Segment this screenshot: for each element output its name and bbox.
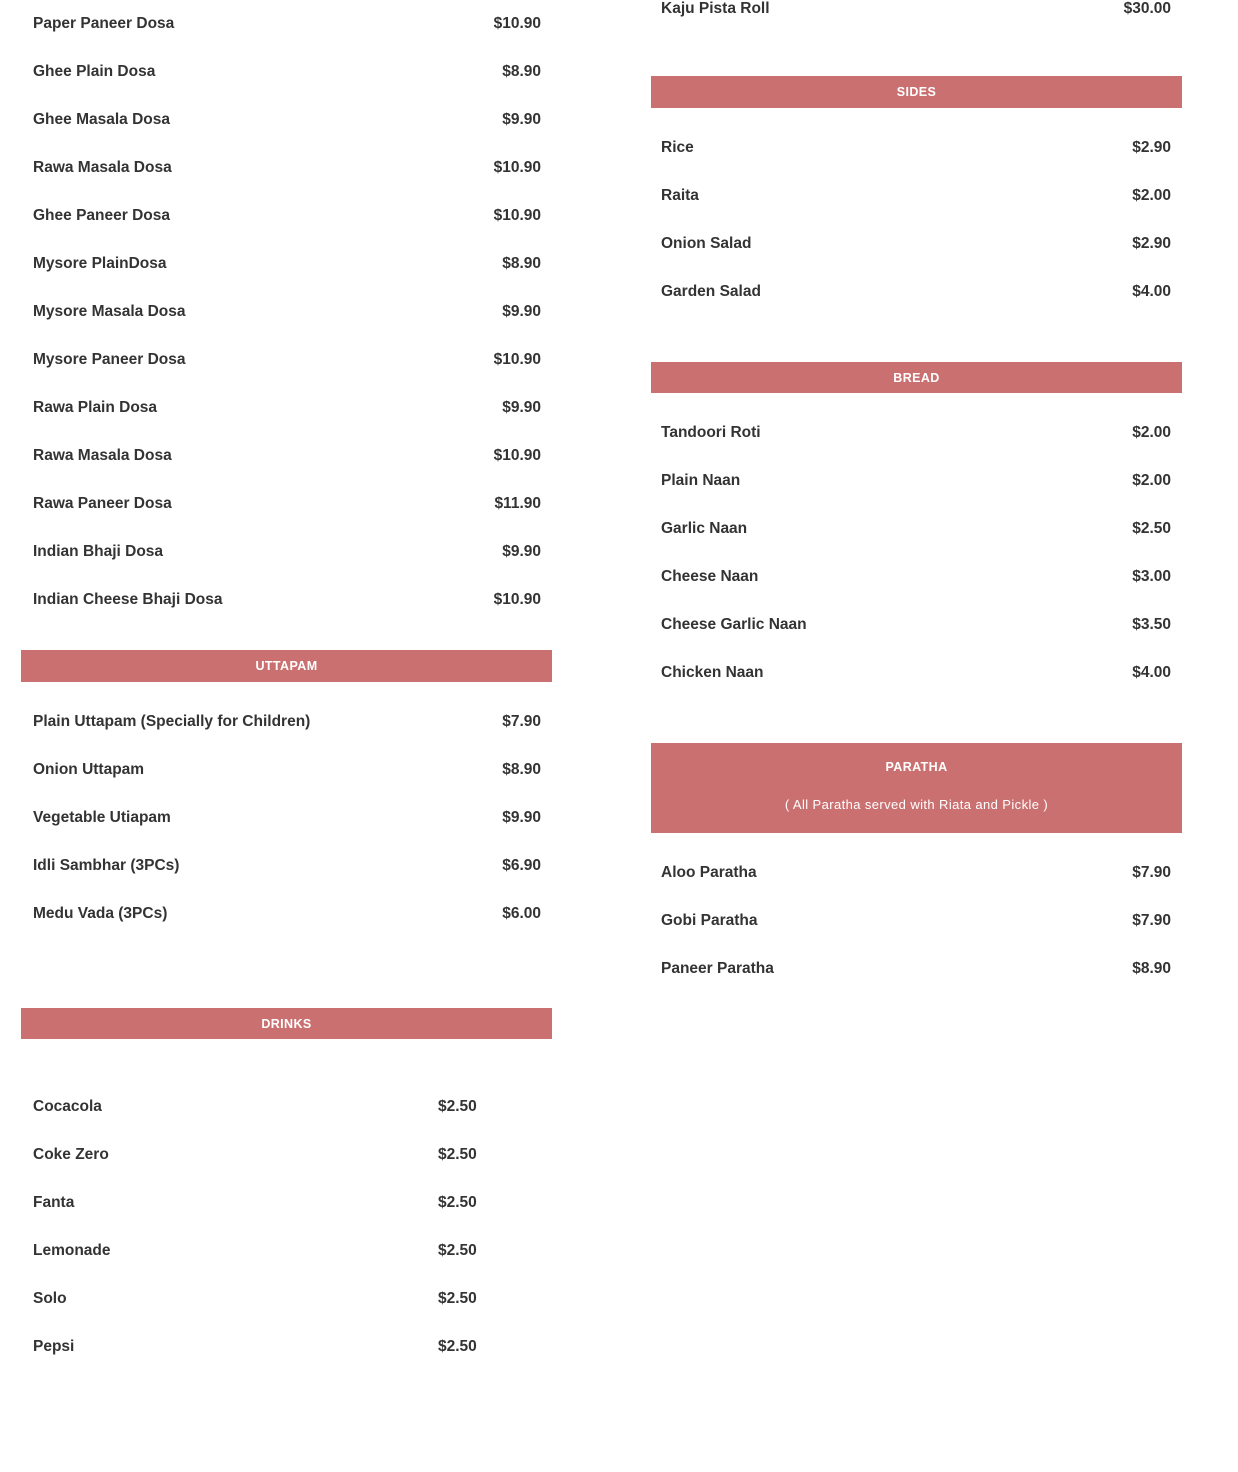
menu-item-name: Fanta xyxy=(33,1194,75,1211)
menu-item-name: Rawa Plain Dosa xyxy=(33,399,158,416)
menu-item-row[interactable] xyxy=(21,1131,552,1179)
menu-item-row[interactable] xyxy=(21,432,552,480)
menu-item-name: Rawa Masala Dosa xyxy=(33,447,172,464)
menu-item-name: Idli Sambhar (3PCs) xyxy=(33,856,180,874)
menu-item-row[interactable] xyxy=(651,505,1182,553)
bread-item-list xyxy=(651,409,1182,697)
banner-gap xyxy=(651,833,1182,849)
menu-item-price: $9.90 xyxy=(502,303,541,320)
menu-item-price: $30.00 xyxy=(1123,0,1171,17)
menu-item-row[interactable] xyxy=(21,890,552,938)
menu-item-name: Gobi Paratha xyxy=(661,911,758,929)
menu-item-name: Indian Cheese Bhaji Dosa xyxy=(33,591,223,608)
menu-item-price: $2.90 xyxy=(1132,138,1171,156)
menu-item-row[interactable] xyxy=(21,384,552,432)
menu-item-row[interactable] xyxy=(21,240,552,288)
section-title: SIDES xyxy=(896,85,937,99)
menu-item-row[interactable] xyxy=(21,528,552,576)
section-banner-uttapam xyxy=(21,650,552,682)
menu-item-price: $10.90 xyxy=(493,351,541,368)
menu-item-price: $10.90 xyxy=(493,159,541,176)
menu-item-name: Ghee Masala Dosa xyxy=(33,111,170,128)
menu-item-name: Vegetable Utiapam xyxy=(33,808,171,826)
menu-item-price: $2.00 xyxy=(1132,186,1171,204)
menu-item-row[interactable] xyxy=(651,268,1182,316)
menu-item-name: Mysore Paneer Dosa xyxy=(33,351,186,368)
section-spacer xyxy=(21,982,552,1008)
menu-item-price: $3.00 xyxy=(1132,568,1171,585)
menu-item-row[interactable] xyxy=(651,409,1182,457)
menu-item-row[interactable] xyxy=(21,48,552,96)
menu-item-price: $9.90 xyxy=(502,111,541,128)
section-spacer xyxy=(651,342,1182,362)
banner-gap xyxy=(21,682,552,698)
menu-item-name: Lemonade xyxy=(33,1242,111,1259)
menu-item-name: Rice xyxy=(661,138,694,156)
menu-item-row[interactable] xyxy=(21,192,552,240)
menu-item-price: $9.90 xyxy=(502,808,541,826)
menu-item-row[interactable] xyxy=(21,1275,552,1323)
menu-item-name: Onion Salad xyxy=(661,234,752,252)
menu-item-price: $3.50 xyxy=(1132,616,1171,633)
banner-gap xyxy=(21,1039,552,1083)
menu-item-name: Rawa Masala Dosa xyxy=(33,159,172,176)
menu-item-price: $9.90 xyxy=(502,399,541,416)
banner-gap xyxy=(651,108,1182,124)
menu-item-price: $2.50 xyxy=(1132,520,1171,537)
menu-item-name: Ghee Plain Dosa xyxy=(33,63,156,80)
menu-item-row[interactable] xyxy=(21,794,552,842)
section-banner-drinks xyxy=(21,1008,552,1040)
sides-item-list xyxy=(651,124,1182,316)
menu-item-price: $10.90 xyxy=(493,447,541,464)
menu-item-price: $2.00 xyxy=(1132,424,1171,441)
menu-item-name: Raita xyxy=(661,186,699,204)
menu-item-name: Mysore PlainDosa xyxy=(33,255,167,272)
menu-item-name: Mysore Masala Dosa xyxy=(33,303,186,320)
menu-item-price: $9.90 xyxy=(502,543,541,560)
menu-item-name: Rawa Paneer Dosa xyxy=(33,495,172,512)
menu-item-row[interactable] xyxy=(21,576,552,624)
menu-item-row[interactable] xyxy=(21,1227,552,1275)
section-banner-bread xyxy=(651,362,1182,394)
dosa-continued-item-list xyxy=(21,0,552,624)
section-spacer xyxy=(651,697,1182,723)
section-spacer xyxy=(651,60,1182,76)
section-title: PARATHA xyxy=(885,760,948,774)
menu-item-row[interactable] xyxy=(651,457,1182,505)
menu-item-name: Kaju Pista Roll xyxy=(661,0,770,17)
menu-item-row[interactable] xyxy=(21,0,552,48)
menu-item-name: Ghee Paneer Dosa xyxy=(33,207,170,224)
section-spacer xyxy=(21,624,552,650)
menu-item-name: Tandoori Roti xyxy=(661,424,761,441)
section-banner-paratha xyxy=(651,743,1182,833)
sweets-continued-item-list xyxy=(651,0,1182,34)
menu-item-price: $4.00 xyxy=(1132,664,1171,681)
menu-item-row[interactable] xyxy=(651,601,1182,649)
section-banner-sides xyxy=(651,76,1182,108)
menu-item-price: $4.00 xyxy=(1132,282,1171,300)
section-title: BREAD xyxy=(893,370,940,385)
menu-item-price: $2.00 xyxy=(1132,472,1171,489)
menu-item-name: Paper Paneer Dosa xyxy=(33,15,175,32)
menu-item-name: Aloo Paratha xyxy=(661,863,757,881)
menu-item-row[interactable] xyxy=(21,1083,552,1131)
menu-item-name: Garlic Naan xyxy=(661,520,748,537)
menu-item-row[interactable] xyxy=(651,849,1182,897)
menu-item-row[interactable] xyxy=(21,1179,552,1227)
menu-right-column xyxy=(651,0,1182,993)
menu-item-row[interactable] xyxy=(651,124,1182,172)
menu-item-price: $2.50 xyxy=(438,1290,477,1307)
menu-item-row[interactable] xyxy=(21,96,552,144)
menu-item-price: $10.90 xyxy=(493,15,541,32)
section-spacer xyxy=(21,938,552,982)
paratha-item-list xyxy=(651,849,1182,993)
menu-item-name: Garden Salad xyxy=(661,282,761,300)
menu-item-name: Onion Uttapam xyxy=(33,760,145,778)
menu-item-price: $2.50 xyxy=(438,1338,477,1355)
menu-item-row[interactable] xyxy=(651,897,1182,945)
section-title: DRINKS xyxy=(261,1016,312,1031)
menu-item-name: Cheese Garlic Naan xyxy=(661,616,807,633)
menu-item-price: $7.90 xyxy=(1132,863,1171,881)
menu-item-row[interactable] xyxy=(21,288,552,336)
menu-item-name: Paneer Paratha xyxy=(661,959,774,977)
menu-item-row[interactable] xyxy=(21,144,552,192)
menu-item-name: Chicken Naan xyxy=(661,664,764,681)
banner-gap xyxy=(651,393,1182,409)
menu-item-price: $11.90 xyxy=(494,495,541,512)
menu-item-price: $8.90 xyxy=(502,255,541,272)
section-subtitle: ( All Paratha served with Riata and Pickle ) xyxy=(784,796,1049,812)
menu-item-row[interactable] xyxy=(21,1323,552,1371)
menu-item-row[interactable] xyxy=(21,698,552,746)
menu-item-price: $8.90 xyxy=(502,63,541,80)
menu-item-price: $6.90 xyxy=(502,856,541,874)
menu-item-price: $10.90 xyxy=(493,591,541,608)
menu-item-name: Plain Uttapam (Specially for Children) xyxy=(33,712,311,730)
menu-item-row[interactable] xyxy=(651,220,1182,268)
drinks-item-list xyxy=(21,1083,552,1371)
menu-item-name: Indian Bhaji Dosa xyxy=(33,543,164,560)
menu-item-row[interactable] xyxy=(651,649,1182,697)
menu-left-column xyxy=(21,0,552,1371)
menu-item-price: $2.90 xyxy=(1132,234,1171,252)
menu-item-price: $2.50 xyxy=(438,1242,477,1259)
menu-item-price: $7.90 xyxy=(1132,911,1171,929)
uttapam-item-list xyxy=(21,698,552,938)
section-spacer xyxy=(651,316,1182,342)
menu-item-price: $8.90 xyxy=(502,760,541,778)
menu-item-name: Solo xyxy=(33,1290,67,1307)
menu-item-name: Plain Naan xyxy=(661,472,741,489)
section-spacer xyxy=(651,34,1182,60)
menu-item-price: $2.50 xyxy=(438,1098,477,1115)
menu-item-row[interactable] xyxy=(21,746,552,794)
menu-item-row[interactable] xyxy=(651,945,1182,993)
menu-item-row[interactable] xyxy=(651,172,1182,220)
menu-item-price: $7.90 xyxy=(502,712,541,730)
menu-item-row[interactable] xyxy=(21,480,552,528)
menu-item-price: $2.50 xyxy=(438,1146,477,1163)
menu-item-row[interactable] xyxy=(21,842,552,890)
menu-item-row[interactable] xyxy=(21,336,552,384)
menu-item-name: Pepsi xyxy=(33,1338,75,1355)
menu-item-name: Cheese Naan xyxy=(661,568,759,585)
menu-item-row[interactable] xyxy=(651,553,1182,601)
menu-item-price: $6.00 xyxy=(502,904,541,922)
section-title: UTTAPAM xyxy=(255,659,318,673)
menu-item-name: Coke Zero xyxy=(33,1146,109,1163)
menu-item-price: $8.90 xyxy=(1132,959,1171,977)
menu-item-price: $10.90 xyxy=(493,207,541,224)
menu-item-row[interactable] xyxy=(651,0,1182,34)
menu-item-name: Medu Vada (3PCs) xyxy=(33,904,168,922)
menu-item-price: $2.50 xyxy=(438,1194,477,1211)
menu-item-name: Cocacola xyxy=(33,1098,102,1115)
section-spacer xyxy=(651,723,1182,743)
